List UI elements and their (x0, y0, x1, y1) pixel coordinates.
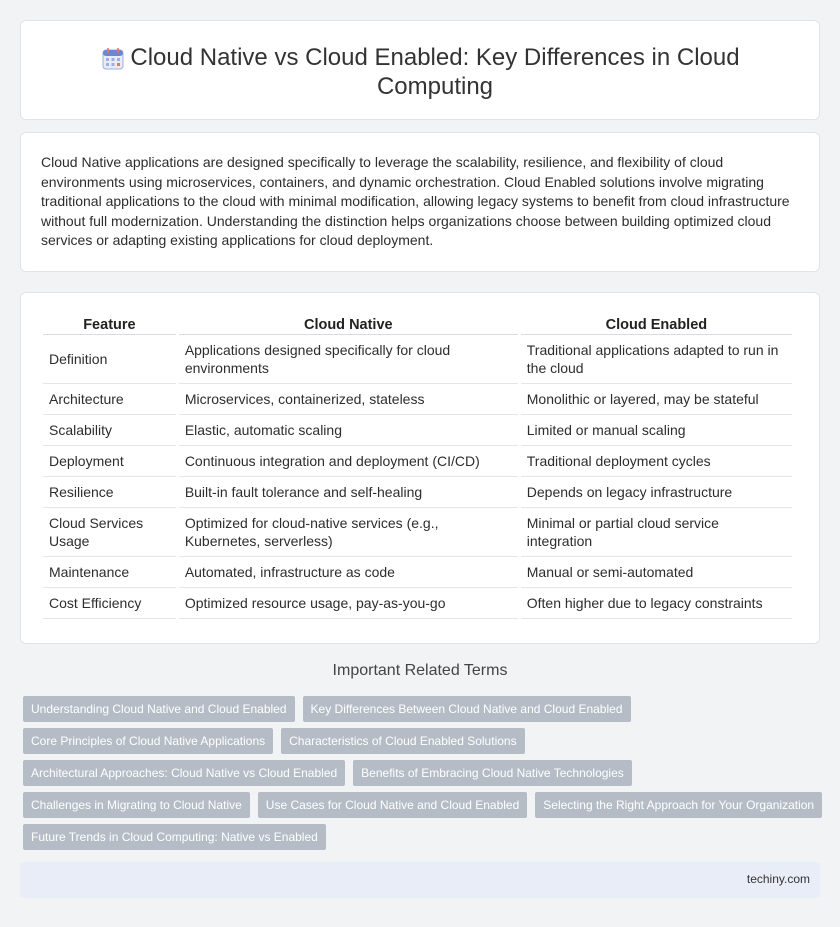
cell-enabled: Often higher due to legacy constraints (521, 588, 792, 619)
related-tag[interactable]: Understanding Cloud Native and Cloud Enabled (23, 696, 295, 722)
table-row (43, 335, 792, 384)
cell-feature: Maintenance (43, 557, 176, 588)
cell-feature: Deployment (43, 446, 176, 477)
table-header-row (43, 313, 792, 335)
tag-row (23, 696, 823, 722)
footer-site: techiny.com (746, 872, 810, 886)
related-tag[interactable]: Characteristics of Cloud Enabled Solutions (281, 728, 524, 754)
tag-row (23, 728, 823, 754)
cell-enabled: Limited or manual scaling (521, 415, 792, 446)
cell-enabled: Traditional applications adapted to run in the cloud (521, 335, 792, 384)
related-tag[interactable]: Use Cases for Cloud Native and Cloud Enabled (258, 792, 527, 818)
cell-enabled: Minimal or partial cloud service integration (521, 508, 792, 557)
cell-native: Applications designed specifically for cloud environments (179, 335, 518, 384)
related-terms-heading: Important Related Terms (332, 662, 508, 679)
cell-native: Continuous integration and deployment (CI/CD) (179, 446, 518, 477)
cell-feature: Cloud Services Usage (43, 508, 176, 557)
related-terms-section (20, 662, 820, 680)
related-tag[interactable]: Future Trends in Cloud Computing: Native vs Enabled (23, 824, 326, 850)
cell-enabled: Depends on legacy infrastructure (521, 477, 792, 508)
comparison-table (40, 313, 795, 619)
cell-feature: Resilience (43, 477, 176, 508)
tag-row (23, 792, 823, 818)
footer (20, 862, 820, 898)
table-row (43, 384, 792, 415)
related-tag[interactable]: Selecting the Right Approach for Your Organization (535, 792, 822, 818)
cell-native: Optimized resource usage, pay-as-you-go (179, 588, 518, 619)
page-title: Cloud Native vs Cloud Enabled: Key Differences in Cloud Computing (130, 44, 740, 100)
cell-feature: Definition (43, 335, 176, 384)
related-tags (23, 696, 823, 856)
related-tag[interactable]: Key Differences Between Cloud Native and Cloud Enabled (303, 696, 631, 722)
table-row (43, 508, 792, 557)
header-cloud-native: Cloud Native (179, 313, 518, 335)
cell-native: Elastic, automatic scaling (179, 415, 518, 446)
related-tag[interactable]: Challenges in Migrating to Cloud Native (23, 792, 250, 818)
cell-native: Built-in fault tolerance and self-healing (179, 477, 518, 508)
tag-row (23, 760, 823, 786)
related-tag[interactable]: Architectural Approaches: Cloud Native vs Cloud Enabled (23, 760, 345, 786)
cell-feature: Architecture (43, 384, 176, 415)
table-row (43, 415, 792, 446)
tag-row (23, 824, 823, 850)
table-row (43, 588, 792, 619)
cell-feature: Cost Efficiency (43, 588, 176, 619)
intro-text: Cloud Native applications are designed specifically to leverage the scalability, resilience, and flexibility of cloud environments using microservices, containers, and dynamic orchestration. Cloud Enabled solutions involve migrating traditional applications to the cloud with minimal modification, allowing legacy systems to benefit from cloud infrastructure without full modernization. Understanding the distinction helps organizations choose between building optimized cloud services or adapting existing applications for cloud deployment. (41, 154, 790, 248)
cell-native: Microservices, containerized, stateless (179, 384, 518, 415)
related-tag[interactable]: Core Principles of Cloud Native Applications (23, 728, 273, 754)
related-tag[interactable]: Benefits of Embracing Cloud Native Technologies (353, 760, 632, 786)
intro-card (20, 132, 820, 272)
cell-feature: Scalability (43, 415, 176, 446)
header-cloud-enabled: Cloud Enabled (521, 313, 792, 335)
table-row (43, 557, 792, 588)
cell-native: Automated, infrastructure as code (179, 557, 518, 588)
cell-enabled: Monolithic or layered, may be stateful (521, 384, 792, 415)
table-row (43, 477, 792, 508)
cell-enabled: Traditional deployment cycles (521, 446, 792, 477)
table-row (43, 446, 792, 477)
cell-enabled: Manual or semi-automated (521, 557, 792, 588)
title-card (20, 20, 820, 120)
comparison-card (20, 292, 820, 644)
header-feature: Feature (43, 313, 176, 335)
cell-native: Optimized for cloud-native services (e.g., Kubernetes, serverless) (179, 508, 518, 557)
